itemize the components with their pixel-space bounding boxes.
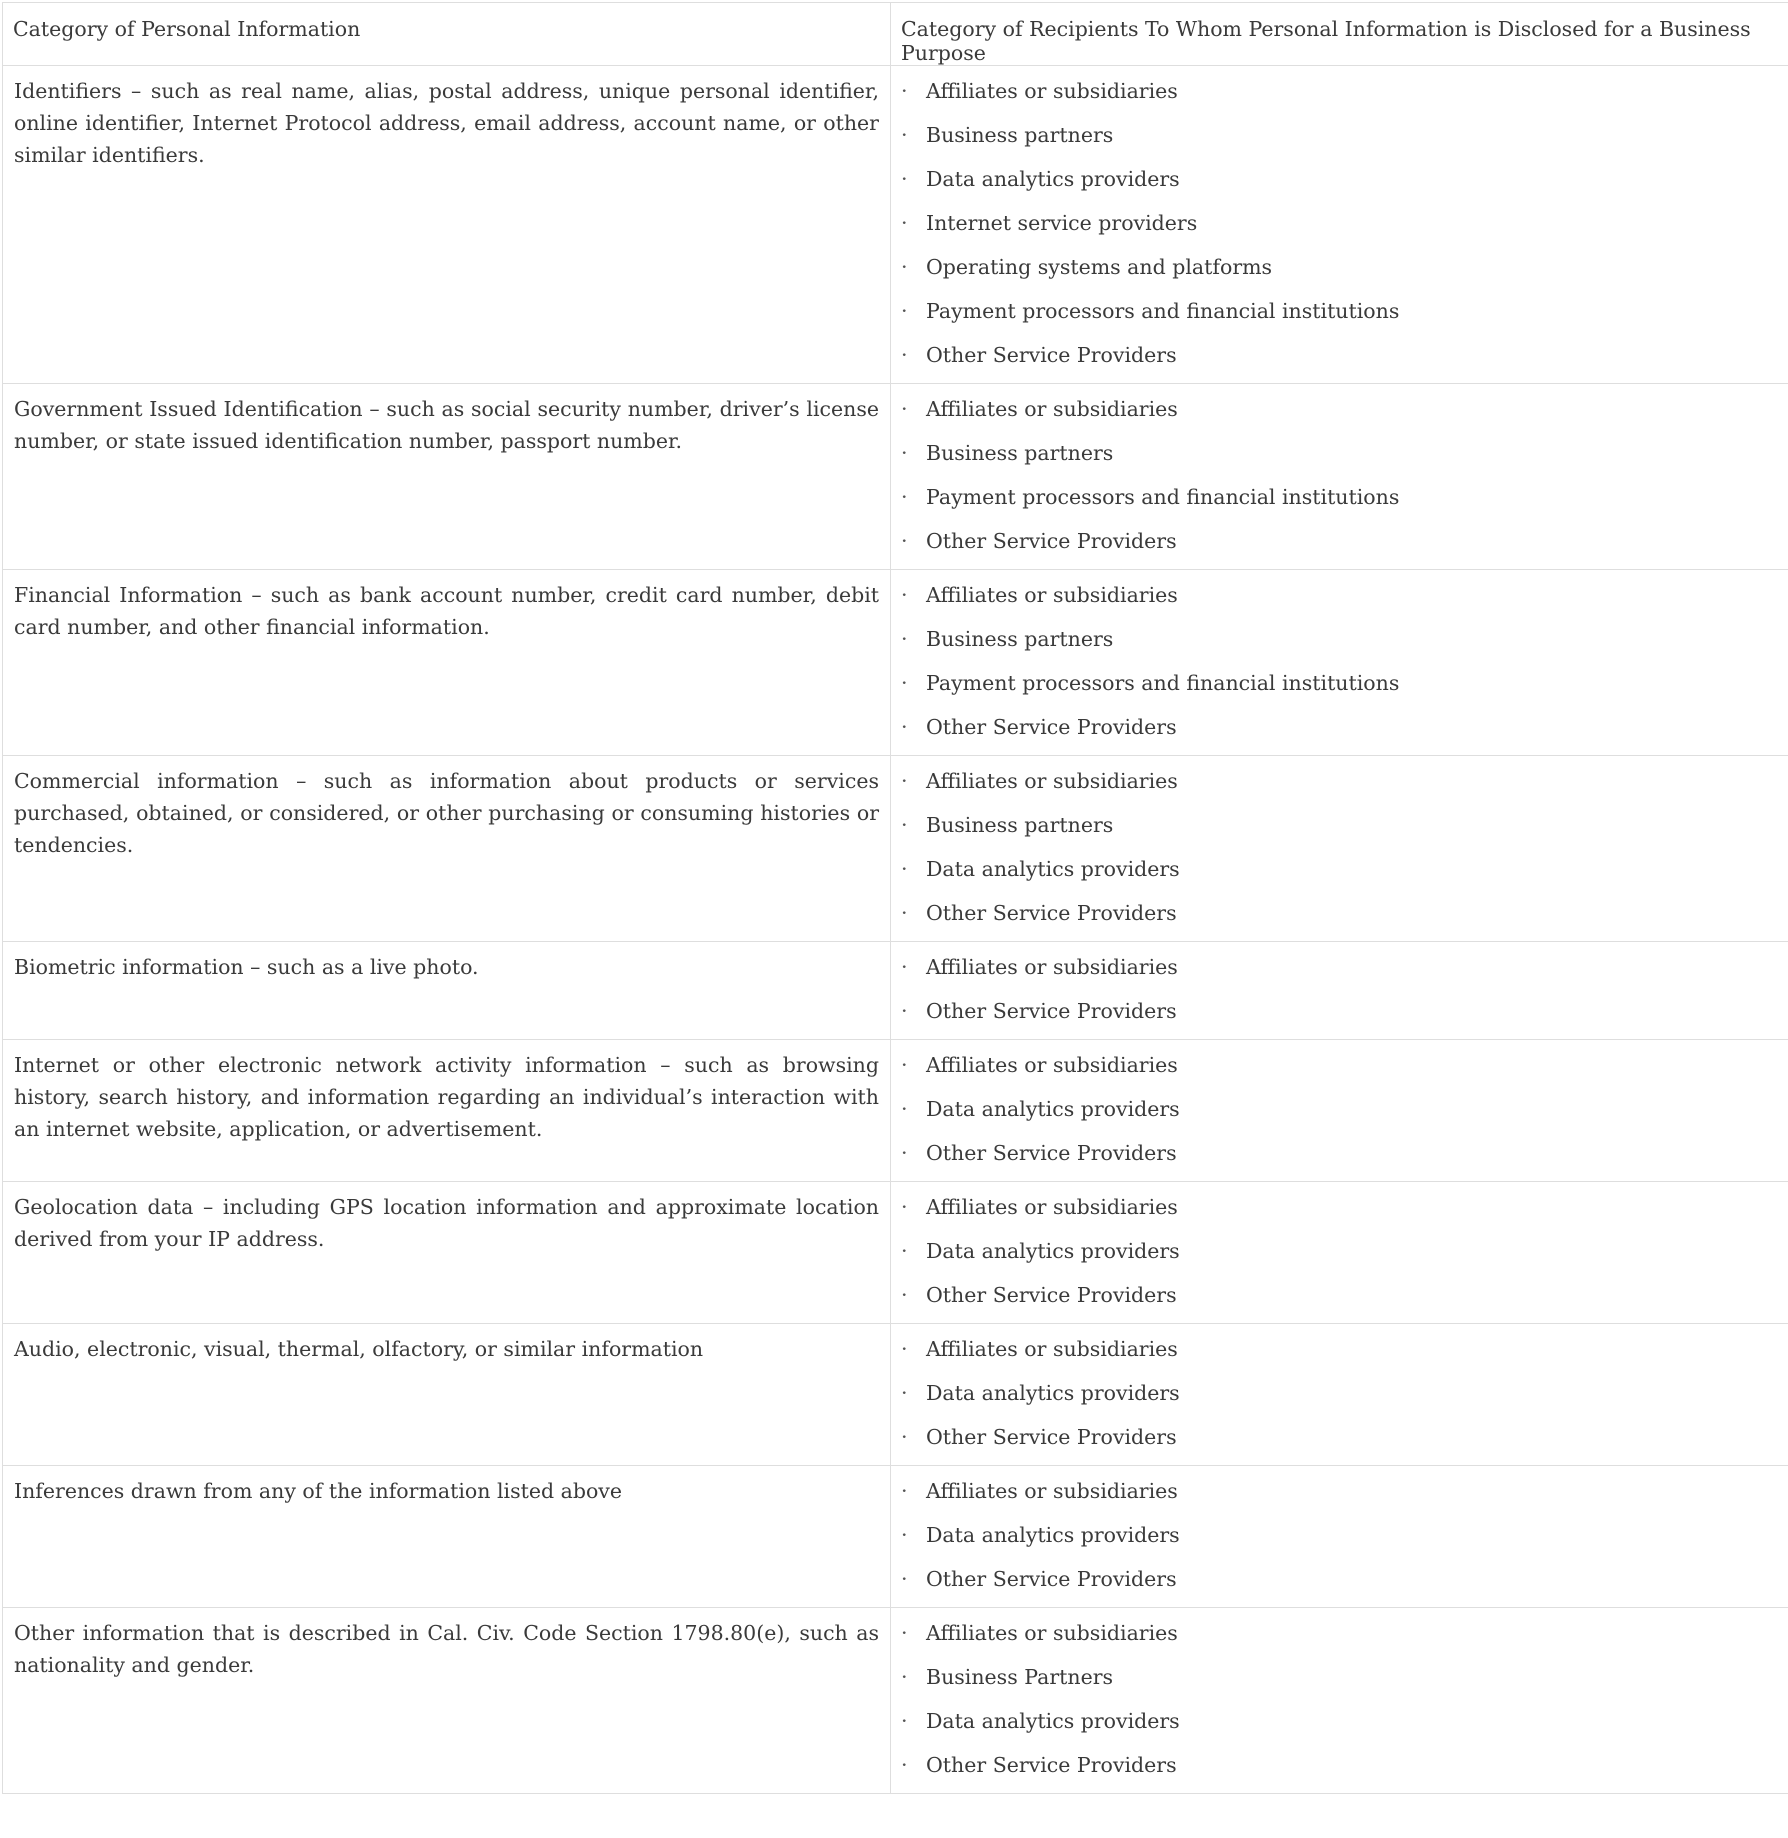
list-item <box>901 1421 1788 1465</box>
list-item <box>901 393 1788 437</box>
bullet-icon: · <box>901 485 908 509</box>
category-cell: Biometric information – such as a live photo. <box>3 942 891 1040</box>
list-item <box>901 667 1788 711</box>
table-row <box>3 66 1788 384</box>
category-cell: Commercial information – such as information about products or services purchased, obtained, or considered, or other purchasing or consuming histories or tendencies. <box>3 756 891 942</box>
recipient-label: Affiliates or subsidiaries <box>926 769 1178 793</box>
recipients-list <box>901 579 1788 755</box>
recipient-label: Other Service Providers <box>926 529 1177 553</box>
recipient-label: Other Service Providers <box>926 715 1177 739</box>
bullet-icon: · <box>901 1381 908 1405</box>
bullet-icon: · <box>901 211 908 235</box>
bullet-icon: · <box>901 999 908 1023</box>
recipient-label: Operating systems and platforms <box>926 255 1273 279</box>
recipient-label: Data analytics providers <box>926 1523 1180 1547</box>
recipients-list <box>901 1617 1788 1793</box>
list-item <box>901 951 1788 995</box>
recipients-list <box>901 1475 1788 1607</box>
recipients-cell <box>891 1608 1788 1794</box>
bullet-icon: · <box>901 1709 908 1733</box>
bullet-icon: · <box>901 1195 908 1219</box>
recipient-label: Internet service providers <box>926 211 1198 235</box>
list-item <box>901 1661 1788 1705</box>
recipient-label: Data analytics providers <box>926 1097 1180 1121</box>
recipient-label: Business partners <box>926 123 1114 147</box>
bullet-icon: · <box>901 1753 908 1777</box>
list-item <box>901 1519 1788 1563</box>
list-item <box>901 995 1788 1039</box>
table-row <box>3 1182 1788 1324</box>
list-item <box>901 481 1788 525</box>
list-item <box>901 1093 1788 1137</box>
bullet-icon: · <box>901 1523 908 1547</box>
bullet-icon: · <box>901 441 908 465</box>
recipient-label: Other Service Providers <box>926 1753 1177 1777</box>
bullet-icon: · <box>901 627 908 651</box>
recipient-label: Affiliates or subsidiaries <box>926 1337 1178 1361</box>
bullet-icon: · <box>901 167 908 191</box>
bullet-icon: · <box>901 255 908 279</box>
recipients-list <box>901 393 1788 569</box>
recipients-list <box>901 1333 1788 1465</box>
table-row <box>3 570 1788 756</box>
list-item <box>901 251 1788 295</box>
recipient-label: Affiliates or subsidiaries <box>926 79 1178 103</box>
list-item <box>901 853 1788 897</box>
recipient-label: Payment processors and financial institutions <box>926 299 1400 323</box>
recipient-label: Other Service Providers <box>926 999 1177 1023</box>
recipient-label: Payment processors and financial institutions <box>926 671 1400 695</box>
bullet-icon: · <box>901 397 908 421</box>
bullet-icon: · <box>901 1337 908 1361</box>
category-cell: Internet or other electronic network activity information – such as browsing history, search history, and information regarding an individual’s interaction with an internet website, application, or advertisement. <box>3 1040 891 1182</box>
recipient-label: Affiliates or subsidiaries <box>926 397 1178 421</box>
recipient-label: Payment processors and financial institutions <box>926 485 1400 509</box>
bullet-icon: · <box>901 1479 908 1503</box>
table-row <box>3 1324 1788 1466</box>
recipients-list <box>901 1191 1788 1323</box>
bullet-icon: · <box>901 123 908 147</box>
list-item <box>901 75 1788 119</box>
table-row <box>3 384 1788 570</box>
recipients-cell <box>891 942 1788 1040</box>
recipients-list <box>901 75 1788 383</box>
recipient-label: Other Service Providers <box>926 901 1177 925</box>
recipient-label: Affiliates or subsidiaries <box>926 1053 1178 1077</box>
table-row <box>3 942 1788 1040</box>
recipient-label: Data analytics providers <box>926 1709 1180 1733</box>
bullet-icon: · <box>901 1141 908 1165</box>
bullet-icon: · <box>901 529 908 553</box>
list-item <box>901 1705 1788 1749</box>
recipient-label: Other Service Providers <box>926 343 1177 367</box>
list-item <box>901 207 1788 251</box>
recipient-label: Affiliates or subsidiaries <box>926 1479 1178 1503</box>
bullet-icon: · <box>901 583 908 607</box>
recipient-label: Affiliates or subsidiaries <box>926 955 1178 979</box>
recipient-label: Affiliates or subsidiaries <box>926 583 1178 607</box>
list-item <box>901 897 1788 941</box>
list-item <box>901 1191 1788 1235</box>
recipient-label: Business partners <box>926 441 1114 465</box>
list-item <box>901 1563 1788 1607</box>
bullet-icon: · <box>901 299 908 323</box>
recipients-cell <box>891 1040 1788 1182</box>
recipient-label: Other Service Providers <box>926 1425 1177 1449</box>
bullet-icon: · <box>901 1053 908 1077</box>
recipient-label: Affiliates or subsidiaries <box>926 1195 1178 1219</box>
recipient-label: Other Service Providers <box>926 1283 1177 1307</box>
bullet-icon: · <box>901 343 908 367</box>
table-row <box>3 1040 1788 1182</box>
list-item <box>901 1377 1788 1421</box>
list-item <box>901 579 1788 623</box>
recipients-list <box>901 765 1788 941</box>
recipients-cell <box>891 384 1788 570</box>
list-item <box>901 1049 1788 1093</box>
category-cell: Inferences drawn from any of the information listed above <box>3 1466 891 1608</box>
list-item <box>901 163 1788 207</box>
header-category: Category of Personal Information <box>3 3 891 66</box>
category-cell: Other information that is described in Cal. Civ. Code Section 1798.80(e), such as nationality and gender. <box>3 1608 891 1794</box>
list-item <box>901 1475 1788 1519</box>
bullet-icon: · <box>901 79 908 103</box>
bullet-icon: · <box>901 1665 908 1689</box>
bullet-icon: · <box>901 857 908 881</box>
bullet-icon: · <box>901 1621 908 1645</box>
list-item <box>901 1617 1788 1661</box>
category-cell: Audio, electronic, visual, thermal, olfactory, or similar information <box>3 1324 891 1466</box>
bullet-icon: · <box>901 1097 908 1121</box>
recipient-label: Affiliates or subsidiaries <box>926 1621 1178 1645</box>
list-item <box>901 711 1788 755</box>
list-item <box>901 1235 1788 1279</box>
category-cell: Identifiers – such as real name, alias, postal address, unique personal identifier, online identifier, Internet Protocol address, email address, account name, or other similar identifiers. <box>3 66 891 384</box>
table-row <box>3 1608 1788 1794</box>
list-item <box>901 1333 1788 1377</box>
list-item <box>901 339 1788 383</box>
bullet-icon: · <box>901 671 908 695</box>
recipient-label: Data analytics providers <box>926 857 1180 881</box>
bullet-icon: · <box>901 1425 908 1449</box>
recipient-label: Data analytics providers <box>926 1239 1180 1263</box>
recipients-cell <box>891 66 1788 384</box>
recipients-list <box>901 1049 1788 1181</box>
recipient-label: Business Partners <box>926 1665 1114 1689</box>
list-item <box>901 295 1788 339</box>
recipients-cell <box>891 756 1788 942</box>
category-cell: Government Issued Identification – such as social security number, driver’s license number, or state issued identification number, passport number. <box>3 384 891 570</box>
list-item <box>901 623 1788 667</box>
bullet-icon: · <box>901 769 908 793</box>
table-row <box>3 1466 1788 1608</box>
table-header-row <box>3 3 1788 66</box>
table-row <box>3 756 1788 942</box>
bullet-icon: · <box>901 1567 908 1591</box>
recipient-label: Other Service Providers <box>926 1567 1177 1591</box>
recipients-cell <box>891 1324 1788 1466</box>
list-item <box>901 1137 1788 1181</box>
recipients-cell <box>891 1466 1788 1608</box>
list-item <box>901 119 1788 163</box>
recipients-cell <box>891 1182 1788 1324</box>
list-item <box>901 437 1788 481</box>
list-item <box>901 1279 1788 1323</box>
bullet-icon: · <box>901 1283 908 1307</box>
category-cell: Financial Information – such as bank account number, credit card number, debit card number, and other financial information. <box>3 570 891 756</box>
recipient-label: Other Service Providers <box>926 1141 1177 1165</box>
recipient-label: Business partners <box>926 627 1114 651</box>
list-item <box>901 1749 1788 1793</box>
list-item <box>901 809 1788 853</box>
recipient-label: Data analytics providers <box>926 167 1180 191</box>
bullet-icon: · <box>901 715 908 739</box>
bullet-icon: · <box>901 955 908 979</box>
header-recipients: Category of Recipients To Whom Personal Information is Disclosed for a Business Purpose <box>891 3 1788 66</box>
personal-information-table <box>2 2 1788 1794</box>
category-cell: Geolocation data – including GPS location information and approximate location derived from your IP address. <box>3 1182 891 1324</box>
bullet-icon: · <box>901 1239 908 1263</box>
recipient-label: Business partners <box>926 813 1114 837</box>
recipients-cell <box>891 570 1788 756</box>
list-item <box>901 525 1788 569</box>
recipient-label: Data analytics providers <box>926 1381 1180 1405</box>
bullet-icon: · <box>901 901 908 925</box>
list-item <box>901 765 1788 809</box>
recipients-list <box>901 951 1788 1039</box>
bullet-icon: · <box>901 813 908 837</box>
